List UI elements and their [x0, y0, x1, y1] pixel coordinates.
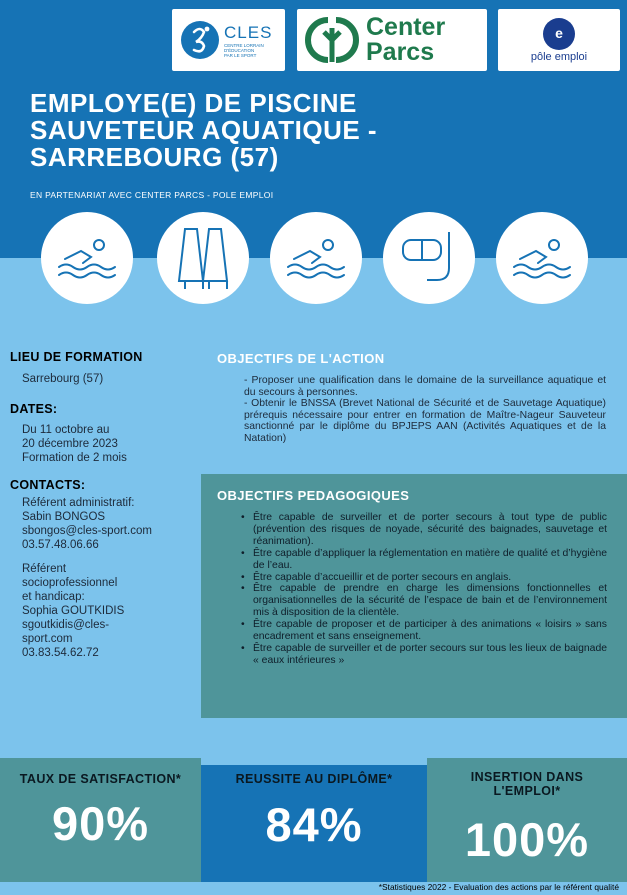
- swimmer-icon: [496, 212, 588, 304]
- list-item: • Être capable de surveiller et de porter secours à tout type de public (prévention des risques de noyade, sécurité des baignades, sauvetage et réanimation).: [253, 512, 607, 548]
- objectifs-pedagogiques-list: [253, 512, 607, 667]
- contact-2: [22, 562, 124, 660]
- objectifs-action-section: [201, 338, 627, 466]
- contact-phone[interactable]: 03.57.48.06.66: [22, 539, 99, 551]
- center-parcs-line-1: Center: [366, 13, 446, 41]
- cles-logo: [172, 9, 285, 71]
- contacts-label: CONTACTS:: [10, 478, 86, 492]
- insertion-label-line: L'EMPLOI*: [493, 784, 561, 798]
- contact-email[interactable]: sgoutkidis@cles-: [22, 619, 110, 631]
- reussite-label: REUSSITE AU DIPLÔME*: [235, 772, 393, 786]
- swimmer-icon: [270, 212, 362, 304]
- insertion-label-line: INSERTION DANS: [470, 770, 584, 784]
- contact-email[interactable]: sbongos@cles-sport.com: [22, 525, 152, 537]
- satisfaction-stat: [0, 758, 201, 882]
- pole-emploi-logo: [498, 9, 620, 71]
- title-line-2: SAUVETEUR AQUATIQUE -: [30, 115, 378, 145]
- cles-tagline-2: D'ÉDUCATION: [224, 47, 255, 53]
- dates-block: [22, 423, 127, 465]
- swimmer-icon: [41, 212, 133, 304]
- icons-row: [0, 212, 627, 322]
- objectif-item: - Proposer une qualification dans le domaine de la surveillance aquatique et du secours à personnes.: [244, 375, 606, 398]
- reussite-value: 84%: [265, 798, 363, 851]
- cles-tagline-1: CENTRE LORRAIN: [224, 42, 264, 48]
- svg-text:e: e: [555, 25, 563, 41]
- title-line-1: EMPLOYE(E) DE PISCINE: [30, 88, 357, 118]
- center-parcs-line-2: Parcs: [366, 38, 435, 66]
- center-parcs-emblem-icon: [304, 14, 360, 66]
- contact-phone[interactable]: 03.83.54.62.72: [22, 647, 99, 659]
- cles-tagline-3: PAR LE SPORT: [224, 52, 257, 58]
- insertion-value: 100%: [464, 813, 590, 866]
- lieu-label: LIEU DE FORMATION: [10, 350, 143, 364]
- contact-role: Référent: [22, 563, 67, 575]
- list-item: • Être capable de surveiller et de porter secours sur tous les lieux de baignade « eaux intérieures »: [253, 643, 607, 667]
- contact-role: et handicap:: [22, 591, 85, 603]
- lieu-value: Sarrebourg (57): [22, 373, 104, 385]
- pole-emploi-text: pôle emploi: [530, 51, 588, 63]
- reussite-stat: [201, 765, 427, 882]
- objectifs-pedagogiques-section: [201, 474, 627, 718]
- page-title: [30, 90, 550, 171]
- partnership-text: EN PARTENARIAT AVEC CENTER PARCS - POLE EMPLOI: [30, 190, 274, 200]
- objectifs-action-title: OBJECTIFS DE L'ACTION: [217, 351, 385, 366]
- contact-1: [22, 496, 152, 552]
- contact-role: Référent administratif:: [22, 497, 135, 509]
- title-line-3: SARREBOURG (57): [30, 142, 279, 172]
- objectifs-pedagogiques-title: OBJECTIFS PEDAGOGIQUES: [217, 488, 410, 503]
- satisfaction-label: TAUX DE SATISFACTION*: [19, 772, 182, 786]
- dates-line: 20 décembre 2023: [22, 438, 118, 450]
- contact-role: socioprofessionnel: [22, 577, 118, 589]
- center-parcs-logo: [297, 9, 487, 71]
- list-item: • Être capable de prendre en charge les dimensions fonctionnelles et organisationnelles de la sécurité de l’espace de bain et de l’environnement mis à disposition de la clientèle.: [253, 583, 607, 619]
- snorkel-mask-icon: [383, 212, 475, 304]
- list-item: • Être capable d’accueillir et de porter secours en anglais.: [253, 572, 607, 584]
- dates-label: DATES:: [10, 402, 58, 416]
- insertion-label: [427, 770, 627, 798]
- dates-line: Du 11 octobre au: [22, 424, 110, 436]
- cles-emblem-icon: [180, 18, 220, 62]
- satisfaction-value: 90%: [51, 797, 150, 850]
- dates-line: Formation de 2 mois: [22, 452, 127, 464]
- objectifs-action-text: [244, 375, 606, 445]
- contact-name: Sabin BONGOS: [22, 511, 106, 523]
- contact-email[interactable]: sport.com: [22, 633, 73, 645]
- list-item: • Être capable de proposer et de participer à des animations « loisirs » sans encadrement et sans enseignement.: [253, 619, 607, 643]
- footnote: *Statistiques 2022 - Evaluation des actions par le référent qualité: [378, 882, 619, 892]
- pole-emploi-emblem-icon: [542, 17, 576, 51]
- objectif-item: - Obtenir le BNSSA (Brevet National de Sécurité et de Sauvetage Aquatique) prérequis nécessaire pour entrer en formation de Maître-Nageur Sauveteur sanctionné par le diplôme du BPJEPS AAN (Activités Aquatiques et de la Natation): [244, 398, 606, 444]
- contact-name: Sophia GOUTKIDIS: [22, 605, 125, 617]
- cles-name: CLES: [224, 22, 273, 42]
- insertion-stat: [427, 758, 627, 882]
- list-item: • Être capable d’appliquer la réglementation en matière de qualité et d’hygiène de l’eau.: [253, 548, 607, 572]
- flippers-icon: [157, 212, 249, 304]
